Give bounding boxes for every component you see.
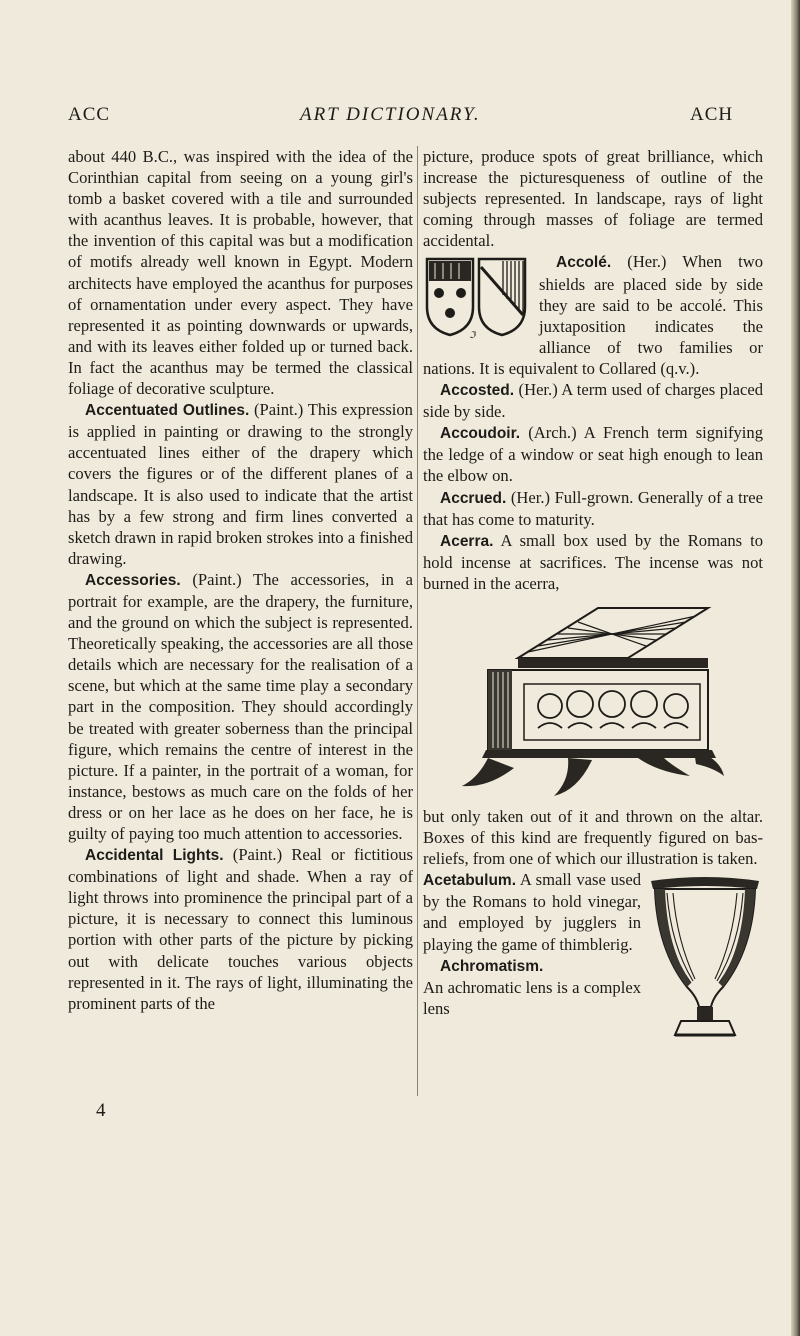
entry-text: (Paint.) This expression is applied in painting or drawing to the strongly accentuated lines either of the drapery which covers the figures or of the different planes of a landscape. It is also used to indicate that the artist has by a few strong and firm lines converted a sketch drawn in rapid broken strokes into a finished drawing. bbox=[68, 400, 413, 568]
entry-accosted bbox=[423, 379, 763, 422]
entry-term: Accidental Lights. bbox=[85, 847, 224, 865]
page-number: 4 bbox=[96, 1100, 106, 1121]
running-head-right: ACH bbox=[690, 104, 734, 125]
accole-shields-icon bbox=[423, 255, 531, 339]
running-head-left: ACC bbox=[68, 104, 111, 125]
entry-term: Achromatism. bbox=[440, 957, 544, 975]
right-column bbox=[423, 146, 763, 1043]
page-edge bbox=[791, 0, 800, 1336]
acanthus-continuation: about 440 B.C., was inspired with the idea of the Corinthian capital from seeing on a young girl's tomb a basket covered with a tile and surrounded with acanthus leaves. It is probable, however, that the invention of this capital was but a modification of motifs already well known in Egypt. Modern architects have employed the acanthus for purposes of ornamentation under every aspect. They have represented it as pointing downwards or upwards, and with its leaves either folded up or turned back. In fact the acanthus may be termed the classical foliage of decorative sculpture. bbox=[68, 147, 413, 399]
entry-accoudoir bbox=[423, 422, 763, 486]
entry-term: Accentuated Outlines. bbox=[85, 402, 250, 420]
entry-text: (Her.) A term used of charges placed side by side. bbox=[423, 380, 763, 422]
acetabulum-vase-illustration bbox=[647, 875, 763, 1043]
acerra-continuation: but only taken out of it and thrown on the altar. Boxes of this kind are frequently figured on bas-reliefs, from one of which our illustration is taken. bbox=[423, 806, 763, 869]
entry-acerra bbox=[423, 530, 763, 594]
entry-accessories bbox=[68, 569, 413, 844]
entry-term: Acetabulum. bbox=[423, 872, 517, 890]
entry-text: (Arch.) A French term signifying the ledge of a window or seat high enough to lean the elbow on. bbox=[423, 423, 763, 486]
entry-term: Acerra. bbox=[440, 532, 494, 550]
entry-text: A small box used by the Romans to hold incense at sacrifices. The incense was not burned in the acerra, bbox=[423, 530, 763, 593]
entry-term: Accoudoir. bbox=[440, 425, 521, 443]
entry-term: Accolé. bbox=[556, 254, 612, 272]
running-head-title: ART DICTIONARY. bbox=[300, 104, 481, 125]
entry-achromatism-text: An achromatic lens is a complex lens bbox=[423, 977, 641, 1018]
entry-text: (Paint.) The accessories, in a portrait for example, are the drapery, the furniture, and the ground on which the subject is represented. Theoretically speaking, the accessories are all those details which are necessary for the realisation of a scene, but which at the same time play a secondary part in the composition. They should accordingly be treated with greater soberness than the principal figure, which remains the centre of interest in the picture. If a painter, in the portrait of a woman, for instance, bestows as much care on the folds of her dress or on her lace as he does on her face, he is guilty of paying too much attention to accessories. bbox=[68, 569, 413, 843]
column-rule bbox=[417, 146, 418, 1096]
entry-accole bbox=[423, 251, 763, 379]
svg-text:ℑ: ℑ bbox=[469, 330, 476, 340]
entry-acetabulum bbox=[423, 869, 763, 954]
left-column bbox=[68, 146, 413, 1014]
entry-accidental-lights bbox=[68, 844, 413, 1014]
accidental-continuation: picture, produce spots of great brilliance, which increase the picturesqueness of outline of the subjects represented. In landscape, rays of light coming through masses of foliage are termed accidental. bbox=[423, 147, 763, 251]
acerra-box-illustration bbox=[458, 600, 728, 800]
entry-text: (Her.) When two shields are placed side by side they are said to be accolé. This juxtaposition indicates the alliance of two families or nations. It is equivalent to Collared (q.v.). bbox=[423, 252, 763, 378]
entry-accentuated-outlines bbox=[68, 399, 413, 569]
entry-text: A small vase used by the Romans to hold vinegar, and employed by jugglers in playing the game of thimblerig. bbox=[423, 870, 641, 954]
entry-term: Accrued. bbox=[440, 489, 507, 507]
entry-text: (Paint.) Real or fictitious combinations of light and shade. When a ray of light throws into prominence the principal part of a picture, it is necessary to connect this luminous portion with other parts of the picture by picking out with delicate touches various objects represented in it. The rays of light, illuminating the prominent parts of the bbox=[68, 845, 413, 1013]
entry-term: Accessories. bbox=[85, 571, 181, 589]
entry-term: Accosted. bbox=[440, 382, 515, 400]
entry-accrued bbox=[423, 487, 763, 530]
entry-text: (Her.) Full-grown. Generally of a tree that has come to maturity. bbox=[423, 487, 763, 529]
